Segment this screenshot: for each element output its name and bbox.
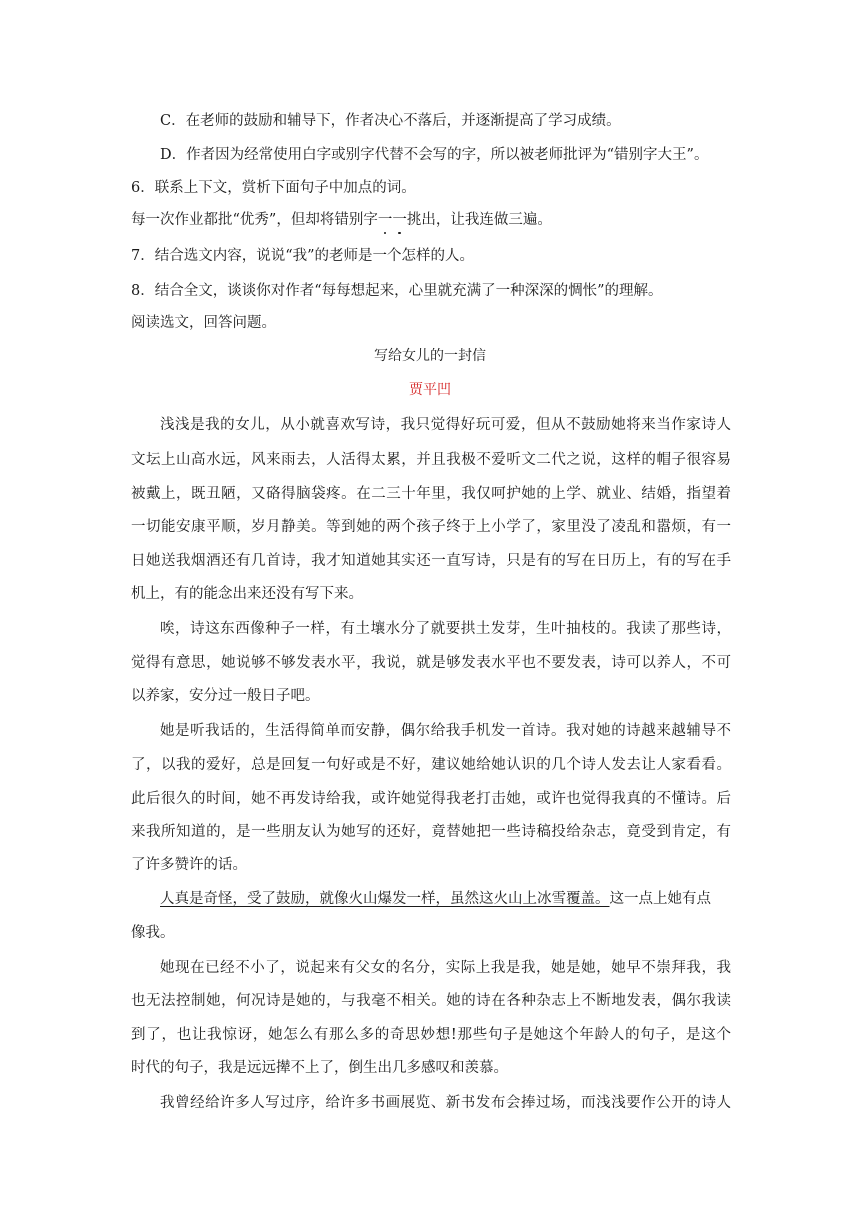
paragraph-line — [160, 889, 731, 909]
paragraph-line: 了许多赞许的话。 — [131, 857, 247, 873]
paragraph-line: 来我所知道的，是一些朋友认为她写的还好，竟替她把一些诗稿投给杂志，竟受到肯定，有 — [131, 824, 731, 840]
q6-dotted-char: 一 — [377, 212, 393, 228]
article-title: 写给女儿的一封信 — [374, 348, 486, 364]
paragraph-line: 此后很久的时间，她不再发诗给我，或许她觉得我老打击她，或许也觉得我真的不懂诗。后 — [131, 791, 731, 807]
paragraph-line: 时代的句子，我是远远撵不上了，倒生出几多感叹和羡慕。 — [131, 1060, 508, 1076]
sentence-continuation: 这一点上她有点 — [609, 891, 711, 907]
underlined-sentence: 人真是奇怪，受了鼓励，就像火山爆发一样，虽然这火山上冰雪覆盖。 — [160, 891, 610, 907]
question-6: 6．联系上下文，赏析下面句子中加点的词。 — [131, 180, 416, 196]
paragraph-line: 也无法控制她，何况诗是她的，与我毫不相关。她的诗在各种杂志上不断地发表，偶尔我读 — [131, 993, 731, 1009]
option-d: D．作者因为经常使用白字或别字代替不会写的字，所以被老师批评为“错别字大王”。 — [160, 147, 709, 163]
paragraph-line: 浅浅是我的女儿，从小就喜欢写诗，我只觉得好玩可爱，但从不鼓励她将来当作家诗人 — [160, 417, 731, 433]
paragraph-line: 唉，诗这东西像种子一样，有土壤水分了就要拱土发芽，生叶抽枝的。我读了那些诗， — [160, 621, 731, 637]
question-7: 7．结合选文内容，说说“我”的老师是一个怎样的人。 — [131, 248, 475, 264]
q6-text-after: 挑出，让我连做三遍。 — [406, 212, 552, 228]
question-8: 8．结合全文，谈谈你对作者“每每想起来，心里就充满了一种深深的惆怅”的理解。 — [131, 283, 663, 299]
paragraph-line: 我曾经给许多人写过序，给许多书画展览、新书发布会捧过场，而浅浅要作公开的诗人 — [160, 1095, 731, 1111]
option-c: C．在老师的鼓励和辅导下，作者决心不落后，并逐渐提高了学习成绩。 — [160, 113, 621, 129]
paragraph-line: 文坛上山高水远，风来雨去，人活得太累，并且我极不爱听文二代之说，这样的帽子很容易 — [131, 452, 731, 468]
q6-dotted-char: 一 — [392, 212, 407, 228]
paragraph-line: 到了，也让我惊讶，她怎么有那么多的奇思妙想!那些句子是她这个年龄人的句子，是这个 — [131, 1027, 731, 1043]
reading-instruction: 阅读选文，回答问题。 — [131, 315, 276, 331]
paragraph-line: 被戴上，既丑陋，又硌得脑袋疼。在二三十年里，我仅呵护她的上学、就业、结婚，指望着 — [131, 486, 731, 502]
paragraph-line: 一切能安康平顺，岁月静美。等到她的两个孩子终于上小学了，家里没了凌乱和嚣烦，有一 — [131, 519, 731, 535]
paragraph-line: 机上，有的能念出来还没有写下来。 — [131, 586, 363, 602]
question-6-sentence — [131, 210, 731, 230]
q6-text-before: 每一次作业都批“优秀”，但却将错别字 — [131, 212, 378, 228]
paragraph-line: 她现在已经不小了，说起来有父女的名分，实际上我是我，她是她，她早不崇拜我，我 — [160, 960, 731, 976]
paragraph-line: 觉得有意思，她说够不够发表水平，我说，就是够发表水平也不要发表，诗可以养人，不可 — [131, 655, 731, 671]
article-author: 贾平凹 — [409, 382, 451, 398]
paragraph-line: 以养家，安分过一般日子吧。 — [131, 688, 320, 704]
paragraph-line: 日她送我烟酒还有几首诗，我才知道她其实还一直写诗，只是有的写在日历上，有的写在手 — [131, 553, 731, 569]
paragraph-line: 像我。 — [131, 925, 175, 941]
paragraph-line: 她是听我话的，生活得简单而安静，偶尔给我手机发一首诗。我对她的诗越来越辅导不 — [160, 723, 731, 739]
paragraph-line: 了，以我的爱好，总是回复一句好或是不好，建议她给她认识的几个诗人发去让人家看看。 — [131, 757, 731, 773]
